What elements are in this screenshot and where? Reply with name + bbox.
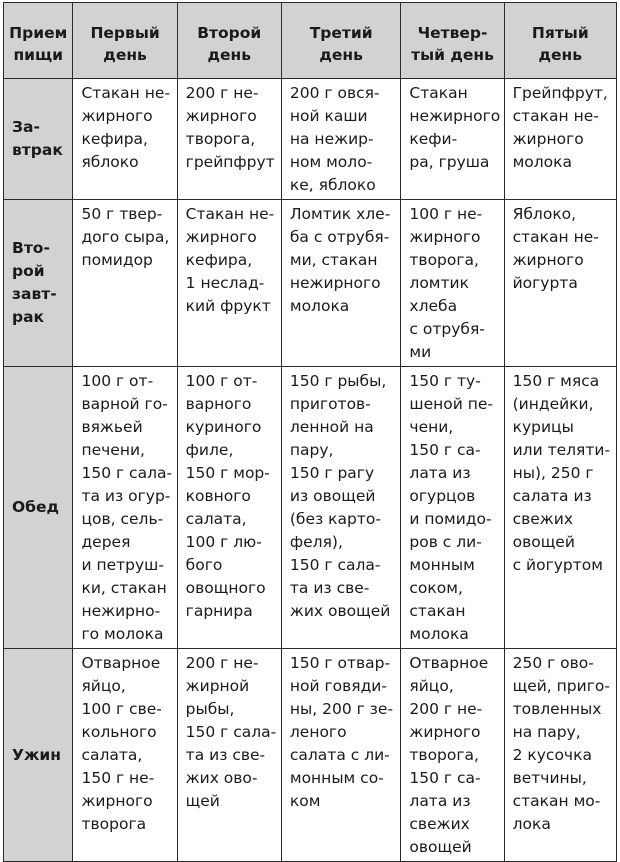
meal-label-line: Вто- (12, 239, 50, 257)
menu-cell-line: 150 г мор- (185, 464, 270, 482)
menu-cell-line: ном моло- (289, 153, 373, 171)
header-day-line: Третий (309, 23, 373, 42)
menu-cell-line: и петруш- (81, 556, 164, 574)
menu-cell-day-1 (73, 79, 177, 200)
menu-cell-line: молока (289, 297, 350, 315)
menu-cell-line: 150 г ту- (409, 372, 481, 390)
menu-cell-line: яблоко (81, 153, 139, 171)
menu-cell-line: курицы (512, 418, 574, 436)
menu-cell-line: на пару, (512, 723, 581, 741)
menu-cell-line: из овощей (289, 487, 376, 505)
menu-cell-line: ны, 200 г зе- (289, 700, 394, 718)
menu-cell-line: куриного (185, 418, 262, 436)
menu-cell-day-2 (177, 367, 281, 649)
menu-cell-line: жирного (81, 792, 153, 810)
menu-cell-line: творога, (409, 251, 479, 269)
menu-cell-line: салата, (81, 746, 143, 764)
menu-cell-line: Ломтик хле- (289, 205, 391, 223)
header-day-line: день (319, 45, 363, 64)
menu-cell-line: помидор (81, 251, 153, 269)
header-day-line: Пятый (531, 23, 589, 42)
menu-cell-line: 200 г не- (185, 84, 259, 102)
menu-cell-line: ной каши (289, 107, 368, 125)
menu-cell-line: приготов- (289, 395, 371, 413)
menu-cell-line: шеной пе- (409, 395, 494, 413)
menu-cell-line: нежирно- (81, 602, 161, 620)
menu-cell-line: грейпфрут (185, 153, 275, 171)
menu-cell-line: ленной на (289, 418, 374, 436)
menu-cell-line: лата из (409, 464, 471, 482)
menu-cell-line: 150 г не- (81, 769, 155, 787)
menu-cell-line: цов, сель- (81, 510, 164, 528)
menu-cell-line: жирного (409, 723, 481, 741)
menu-cell-line: ковного (185, 487, 251, 505)
menu-cell-line: пару, (289, 441, 334, 459)
menu-cell-line: ки, стакан (81, 579, 167, 597)
menu-cell-line: бого (185, 556, 223, 574)
menu-cell-line: кефира, (185, 251, 253, 269)
meal-row-lunch (4, 367, 617, 649)
menu-cell-line: Стакан не- (81, 84, 171, 102)
menu-cell-day-4 (401, 200, 504, 367)
menu-cell-day-4 (401, 79, 504, 200)
menu-cell-day-4 (401, 367, 504, 649)
menu-cell-line: щей, приго- (512, 677, 610, 695)
menu-cell-line: филе, (185, 441, 234, 459)
header-meal-line: пищи (13, 45, 64, 64)
meal-label-lunch (4, 367, 73, 649)
menu-cell-line: творога (81, 815, 147, 833)
header-day-line: Второй (197, 23, 262, 42)
menu-cell-line: жирного (512, 251, 584, 269)
header-day-1 (73, 3, 177, 79)
menu-cell-line: та из све- (289, 579, 370, 597)
meal-label-breakfast (4, 79, 73, 200)
menu-cell-line: монным со- (289, 769, 384, 787)
menu-cell-line: и помидо- (409, 510, 492, 528)
menu-cell-line: 100 г от- (81, 372, 154, 390)
menu-cell-line: ми, стакан (289, 251, 378, 269)
menu-cell-line: овощей (512, 533, 575, 551)
menu-cell-line: 150 г мяса (512, 372, 600, 390)
menu-cell-line: нежирного (289, 274, 381, 292)
menu-cell-day-2 (177, 79, 281, 200)
menu-cell-line: молока (409, 625, 469, 643)
menu-cell-line: Стакан не- (185, 205, 275, 223)
menu-cell-day-3 (281, 200, 401, 367)
meal-label-line: За- (12, 118, 40, 136)
menu-cell-day-1 (73, 649, 177, 862)
meal-row-dinner (4, 649, 617, 862)
menu-cell-line: ба с отрубя- (289, 228, 390, 246)
menu-cell-line: молока (512, 153, 573, 171)
menu-cell-line: чени, (409, 418, 454, 436)
menu-cell-line: 100 г све- (81, 700, 162, 718)
menu-cell-line: творога, (409, 746, 479, 764)
menu-cell-line: салата, (185, 510, 247, 528)
menu-cell-day-5 (504, 79, 616, 200)
menu-cell-line: с йогуртом (512, 556, 603, 574)
menu-cell-line: та из огур- (81, 487, 171, 505)
menu-cell-day-5 (504, 200, 616, 367)
menu-cell-line: лата из (409, 792, 471, 810)
menu-cell-line: Яблоко, (512, 205, 577, 223)
header-row (4, 3, 617, 79)
menu-cell-line: или теляти- (512, 441, 611, 459)
menu-cell-day-1 (73, 367, 177, 649)
menu-cell-line: кефира, (81, 130, 148, 148)
menu-cell-line: монным (409, 556, 475, 574)
menu-cell-line: 150 г са- (409, 769, 481, 787)
menu-cell-day-2 (177, 649, 281, 862)
meal-label-line: Ужин (12, 745, 61, 764)
menu-cell-day-3 (281, 79, 401, 200)
menu-cell-line: 200 г не- (409, 700, 483, 718)
meal-label-second-breakfast (4, 200, 73, 367)
header-day-line: день (103, 45, 147, 64)
menu-cell-line: лока (512, 815, 551, 833)
meal-row-breakfast (4, 79, 617, 200)
menu-cell-line: кольного (81, 723, 157, 741)
meal-label-line: рак (12, 308, 45, 326)
header-day-3 (281, 3, 401, 79)
menu-cell-line: ке, яблоко (289, 176, 376, 194)
menu-cell-line: дерея (81, 533, 131, 551)
menu-cell-line: вяжьей (81, 418, 143, 436)
meal-row-second-breakfast (4, 200, 617, 367)
meal-label-line: завт- (12, 285, 57, 303)
menu-cell-line: Грейпфрут, (512, 84, 608, 102)
meal-label-dinner (4, 649, 73, 862)
menu-cell-day-2 (177, 200, 281, 367)
menu-cell-line: (индейки, (512, 395, 594, 413)
menu-cell-line: жирного (81, 107, 153, 125)
menu-cell-line: Стакан (409, 84, 468, 102)
header-meal-line: Прием (9, 23, 68, 42)
meal-label-line: втрак (12, 141, 63, 159)
menu-cell-line: с отрубя- (409, 320, 485, 338)
menu-cell-line: жирного (512, 130, 584, 148)
menu-cell-line: салата с ли- (289, 746, 390, 764)
menu-cell-line: кефи- (409, 130, 458, 148)
menu-cell-line: феля), (289, 533, 343, 551)
meal-label-line: рой (12, 262, 45, 280)
menu-cell-line: ми (409, 343, 432, 361)
menu-cell-line: свежих (409, 815, 470, 833)
menu-cell-line: ветчины, (512, 769, 587, 787)
menu-cell-line: жирного (185, 228, 257, 246)
menu-cell-line: жирного (185, 107, 257, 125)
menu-cell-line: щей (185, 792, 220, 810)
menu-cell-line: нежирного (409, 107, 501, 125)
menu-cell-line: Отварное (81, 654, 161, 672)
menu-cell-line: хлеба (409, 297, 458, 315)
menu-cell-line: рыбы, (185, 700, 235, 718)
menu-cell-line: леного (289, 723, 347, 741)
menu-cell-line: овощей (409, 838, 472, 856)
menu-cell-line: 100 г лю- (185, 533, 262, 551)
menu-cell-line: жих овощей (289, 602, 391, 620)
menu-cell-line: жих ово- (185, 769, 258, 787)
menu-cell-line: товленных (512, 700, 602, 718)
header-day-line: Первый (90, 23, 160, 42)
menu-cell-line: яйцо, (81, 677, 126, 695)
menu-cell-line: ломтик (409, 274, 469, 292)
menu-cell-line: йогурта (512, 274, 578, 292)
menu-cell-line: дого сыра, (81, 228, 170, 246)
menu-cell-line: жирной (185, 677, 250, 695)
header-meal (4, 3, 73, 79)
menu-cell-line: овощного (185, 579, 266, 597)
menu-cell-line: 250 г ово- (512, 654, 594, 672)
menu-cell-day-4 (401, 649, 504, 862)
menu-cell-line: Отварное (409, 654, 489, 672)
menu-cell-line: 150 г сала- (289, 556, 381, 574)
menu-cell-line: кий фрукт (185, 297, 271, 315)
menu-cell-line: 150 г са- (409, 441, 481, 459)
menu-cell-line: ком (289, 792, 321, 810)
menu-cell-line: 200 г не- (185, 654, 259, 672)
menu-cell-line: варной го- (81, 395, 168, 413)
header-day-line: день (538, 45, 583, 64)
menu-cell-line: жирного (409, 228, 481, 246)
menu-cell-line: 2 кусочка (512, 746, 592, 764)
menu-cell-line: печени, (81, 441, 145, 459)
menu-cell-line: огурцов (409, 487, 476, 505)
menu-cell-day-5 (504, 367, 616, 649)
menu-cell-day-1 (73, 200, 177, 367)
menu-cell-line: та из све- (185, 746, 266, 764)
menu-cell-line: 150 г рыбы, (289, 372, 387, 390)
menu-cell-line: 200 г овся- (289, 84, 380, 102)
menu-cell-line: 150 г сала- (185, 723, 277, 741)
menu-cell-line: стакан не- (512, 107, 599, 125)
header-day-5 (504, 3, 616, 79)
menu-cell-line: варного (185, 395, 252, 413)
menu-cell-day-5 (504, 649, 616, 862)
menu-cell-line: 100 г не- (409, 205, 483, 223)
menu-cell-line: стакан не- (512, 228, 599, 246)
menu-cell-line: 150 г сала- (81, 464, 173, 482)
menu-cell-line: творога, (185, 130, 256, 148)
menu-cell-line: на нежир- (289, 130, 374, 148)
menu-cell-line: ра, груша (409, 153, 490, 171)
menu-cell-line: ров с ли- (409, 533, 482, 551)
header-day-line: Четвер- (417, 23, 488, 42)
menu-cell-line: салата из (512, 487, 592, 505)
header-day-line: тый день (411, 45, 494, 64)
menu-cell-line: свежих (512, 510, 573, 528)
menu-cell-day-3 (281, 649, 401, 862)
menu-cell-line: стакан (409, 602, 466, 620)
menu-cell-line: го молока (81, 625, 164, 643)
menu-cell-line: ны), 250 г (512, 464, 594, 482)
menu-cell-line: яйцо, (409, 677, 454, 695)
menu-cell-line: 150 г отвар- (289, 654, 391, 672)
menu-cell-line: гарнира (185, 602, 253, 620)
menu-cell-day-3 (281, 367, 401, 649)
menu-cell-line: (без карто- (289, 510, 381, 528)
menu-cell-line: 50 г твер- (81, 205, 163, 223)
meal-plan-table (3, 2, 617, 862)
menu-cell-line: соком, (409, 579, 463, 597)
header-day-4 (401, 3, 504, 79)
menu-cell-line: 100 г от- (185, 372, 258, 390)
menu-cell-line: стакан мо- (512, 792, 601, 810)
menu-cell-line: ной говяди- (289, 677, 387, 695)
header-day-2 (177, 3, 281, 79)
meal-label-line: Обед (12, 498, 60, 516)
menu-cell-line: 150 г рагу (289, 464, 375, 482)
menu-cell-line: 1 неслад- (185, 274, 265, 292)
header-day-line: день (207, 45, 252, 64)
